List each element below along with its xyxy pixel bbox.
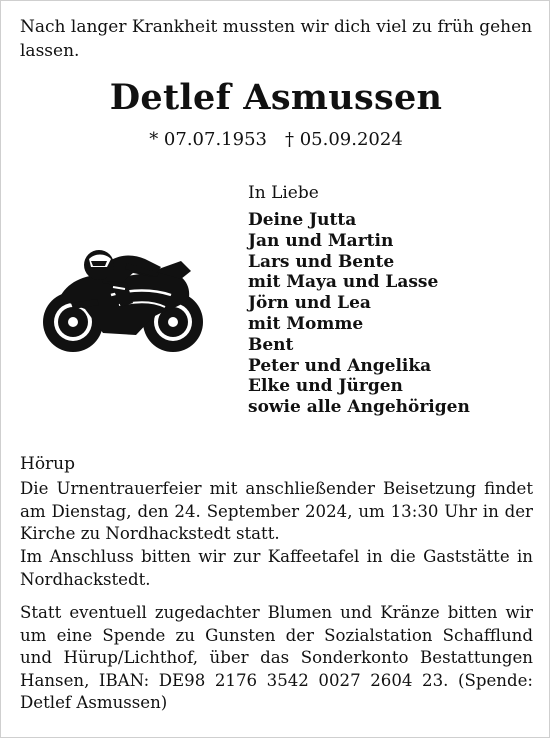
death-date: † 05.09.2024 xyxy=(285,129,403,150)
birth-date: * 07.07.1953 xyxy=(149,129,267,150)
mourner-item: mit Momme xyxy=(248,313,364,334)
mourner-item: Jörn und Lea xyxy=(248,293,371,314)
mourners-list xyxy=(248,182,538,418)
mourner-item: Bent xyxy=(248,334,294,355)
coffee-paragraph: Im Anschluss bitten wir zur Kaffeetafel in die Gaststätte in Nordhackstedt. xyxy=(20,547,533,589)
donation-paragraph: Statt eventuell zugedachter Blumen und Kränze bitten wir um eine Spende zu Gunsten der Sozialstation Schafflund und Hürup/Lichthof, über das Sonderkonto Bestattungen Hansen, IBAN: DE98 2176 3542 0027 2604 23. (Spende: Detlef Asmussen) xyxy=(20,603,533,712)
mourner-item: Deine Jutta xyxy=(248,210,357,230)
mourner-item: sowie alle Angehörigen xyxy=(248,397,470,418)
service-paragraph: Die Urnentrauerfeier mit anschließender Beisetzung findet am Dienstag, den 24. September 2024, um 13:30 Uhr in der Kirche zu Nordhackstedt statt. xyxy=(20,479,533,543)
intro-text: Nach langer Krankheit mussten wir dich viel zu früh gehen lassen. xyxy=(20,17,533,61)
mourner-item: mit Maya und Lasse xyxy=(248,272,439,293)
mourner-item: Elke und Jürgen xyxy=(248,376,403,397)
mourner-item: Peter und Angelika xyxy=(248,355,432,376)
life-dates xyxy=(1,128,550,152)
place-name: Hörup xyxy=(20,454,76,474)
mourners-heading: In Liebe xyxy=(248,183,319,203)
mourner-item: Lars und Bente xyxy=(248,251,395,272)
motorcycle-rider-icon xyxy=(41,237,206,357)
mourner-item: Jan und Martin xyxy=(248,230,394,251)
deceased-name: Detlef Asmussen xyxy=(109,77,443,118)
